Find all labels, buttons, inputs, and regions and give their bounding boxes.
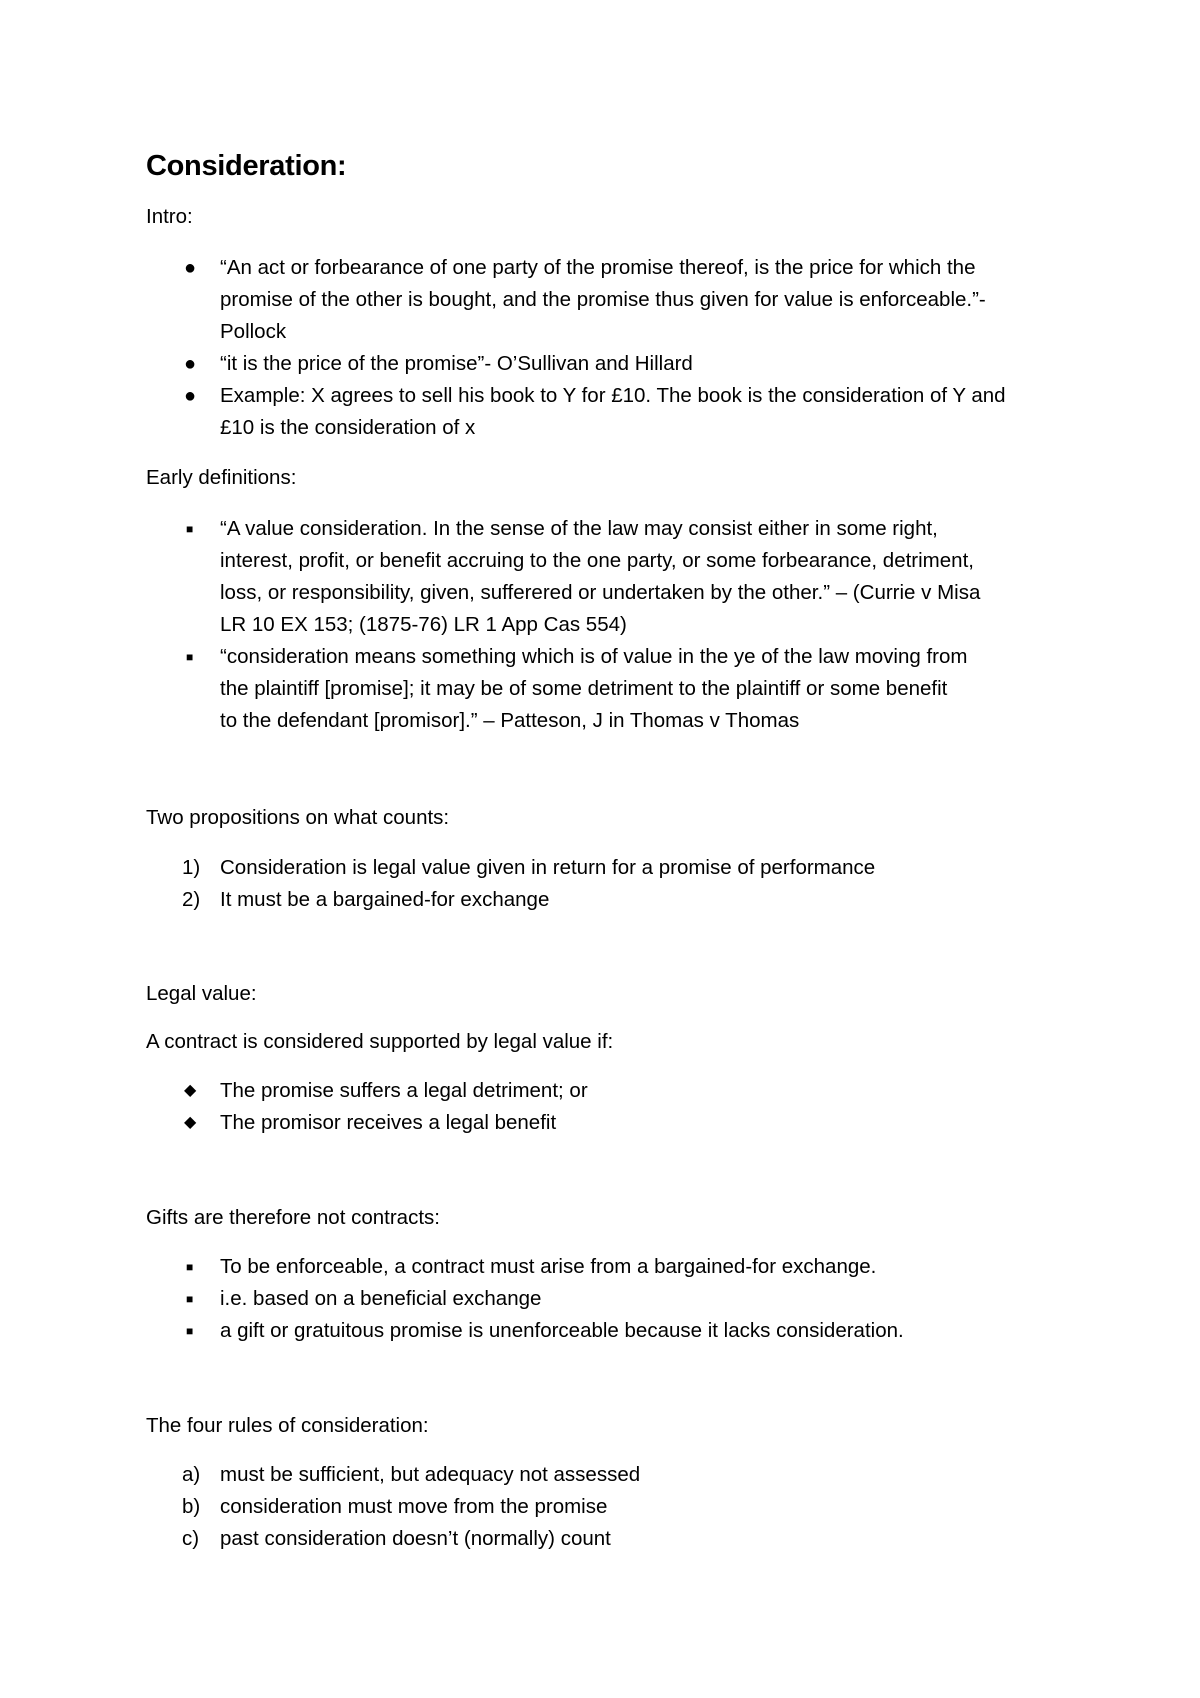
legal-value-intro: A contract is considered supported by legal value if: — [146, 1030, 614, 1053]
intro-list — [146, 252, 1076, 444]
list-marker: 2) — [182, 888, 201, 911]
list-item — [146, 1491, 1076, 1523]
legal-value-heading: Legal value: — [146, 982, 257, 1005]
list-marker: a) — [182, 1463, 201, 1486]
bullet-square-icon: ■ — [186, 1292, 194, 1306]
list-item-line: “consideration means something which is of value in the ye of the law moving from — [220, 645, 968, 668]
list-item — [146, 1075, 1076, 1107]
gifts-list — [146, 1251, 1076, 1347]
bullet-square-icon: ■ — [186, 522, 194, 536]
bullet-square-icon: ■ — [186, 1260, 194, 1274]
bullet-dot-icon: ● — [184, 385, 197, 407]
list-item-text: consideration must move from the promise — [220, 1495, 608, 1518]
rules-heading: The four rules of consideration: — [146, 1414, 429, 1437]
bullet-square-icon: ■ — [186, 1324, 194, 1338]
legal-value-list — [146, 1075, 1076, 1139]
page-title: Consideration: — [146, 150, 347, 182]
list-item-line: promise of the other is bought, and the promise thus given for value is enforceable.”- — [220, 288, 986, 311]
list-marker: b) — [182, 1495, 201, 1518]
list-item — [146, 252, 1076, 348]
list-item — [146, 1459, 1076, 1491]
list-item — [146, 641, 1076, 737]
list-item-line: £10 is the consideration of x — [220, 416, 476, 439]
list-item — [146, 1251, 1076, 1283]
list-item-text: The promise suffers a legal detriment; or — [220, 1079, 588, 1102]
list-item — [146, 852, 1076, 884]
gifts-heading: Gifts are therefore not contracts: — [146, 1206, 440, 1229]
list-item-line: interest, profit, or benefit accruing to the one party, or some forbearance, detriment, — [220, 549, 974, 572]
early-definitions-list — [146, 513, 1076, 737]
list-item — [146, 1315, 1076, 1347]
bullet-dot-icon: ● — [184, 353, 197, 375]
bullet-square-icon: ■ — [186, 650, 194, 664]
list-item-text: The promisor receives a legal benefit — [220, 1111, 557, 1134]
list-item — [146, 1283, 1076, 1315]
list-item-line: the plaintiff [promise]; it may be of some detriment to the plaintiff or some benefit — [220, 677, 948, 700]
list-item-text: Consideration is legal value given in return for a promise of performance — [220, 856, 876, 879]
list-item-line: LR 10 EX 153; (1875-76) LR 1 App Cas 554) — [220, 613, 627, 636]
list-item-line: to the defendant [promisor].” – Patteson, J in Thomas v Thomas — [220, 709, 800, 732]
list-item — [146, 884, 1076, 916]
bullet-dot-icon: ● — [184, 257, 197, 279]
list-item-line: “it is the price of the promise”- O’Sullivan and Hillard — [220, 352, 693, 375]
list-item-text: a gift or gratuitous promise is unenforceable because it lacks consideration. — [220, 1319, 904, 1342]
rules-list — [146, 1459, 1076, 1555]
list-item — [146, 513, 1076, 641]
list-item-line: “An act or forbearance of one party of the promise thereof, is the price for which the — [220, 256, 976, 279]
propositions-heading: Two propositions on what counts: — [146, 806, 450, 829]
intro-heading: Intro: — [146, 205, 193, 228]
list-item — [146, 1523, 1076, 1555]
list-item-text: must be sufficient, but adequacy not assessed — [220, 1463, 641, 1486]
propositions-list — [146, 852, 1076, 916]
list-item-line: “A value consideration. In the sense of the law may consist either in some right, — [220, 517, 938, 540]
list-item-line: loss, or responsibility, given, sufferered or undertaken by the other.” – (Currie v Misa — [220, 581, 981, 604]
list-item — [146, 1107, 1076, 1139]
list-marker: c) — [182, 1527, 200, 1550]
early-definitions-heading: Early definitions: — [146, 466, 297, 489]
list-item-text: It must be a bargained-for exchange — [220, 888, 550, 911]
list-item-text: i.e. based on a beneficial exchange — [220, 1287, 542, 1310]
bullet-diamond-icon: ◆ — [184, 1082, 197, 1099]
list-marker: 1) — [182, 856, 201, 879]
list-item — [146, 348, 1076, 380]
bullet-diamond-icon: ◆ — [184, 1114, 197, 1131]
list-item-text: past consideration doesn’t (normally) count — [220, 1527, 611, 1550]
list-item-text: To be enforceable, a contract must arise from a bargained-for exchange. — [220, 1255, 877, 1278]
list-item — [146, 380, 1076, 444]
list-item-line: Pollock — [220, 320, 287, 343]
list-item-line: Example: X agrees to sell his book to Y for £10. The book is the consideration of Y and — [220, 384, 1006, 407]
